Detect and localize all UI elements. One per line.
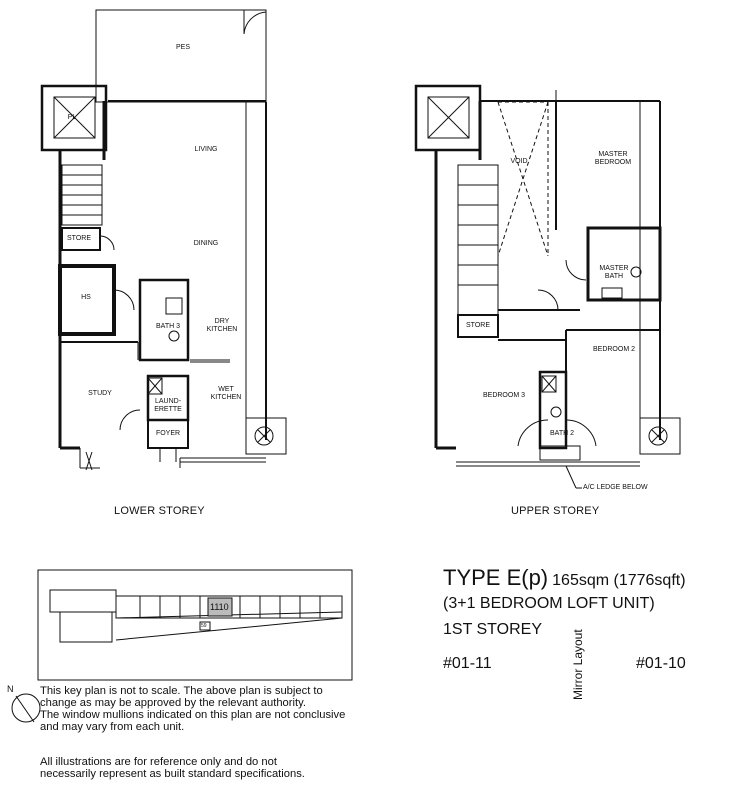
room-label-bath3: BATH 3 bbox=[156, 323, 180, 330]
upper-storey-caption: UPPER STOREY bbox=[511, 505, 600, 517]
upper-storey-plan bbox=[416, 86, 680, 488]
room-label-bedroom2: BEDROOM 2 bbox=[592, 346, 635, 353]
room-label-wet-kitchen: WET KITCHEN bbox=[210, 386, 242, 401]
room-label-dining: DINING bbox=[193, 240, 219, 247]
room-label-bedroom3: BEDROOM 3 bbox=[482, 392, 525, 399]
unit-type: TYPE E(p) bbox=[443, 565, 549, 590]
illustration-note: All illustrations are for reference only and do not necessarily represent as built standard specifications. bbox=[40, 756, 305, 780]
room-label-store: STORE bbox=[67, 235, 91, 242]
key-plan bbox=[38, 570, 352, 680]
room-label-living: LIVING bbox=[194, 146, 218, 153]
unit-description: (3+1 BEDROOM LOFT UNIT) bbox=[443, 595, 655, 612]
room-label-pes: PES bbox=[175, 44, 190, 51]
room-label-void: VOID bbox=[510, 158, 528, 165]
unit-number-left: #01-11 bbox=[443, 655, 492, 672]
north-label: N bbox=[7, 684, 14, 694]
unit-type-heading bbox=[443, 565, 686, 591]
unit-storey: 1ST STOREY bbox=[443, 621, 542, 638]
unit-area: 165sqm (1776sqft) bbox=[552, 572, 686, 589]
north-arrow-icon bbox=[12, 694, 40, 722]
room-label-master-bedroom: MASTER BEDROOM bbox=[594, 151, 632, 166]
disclaimer-note: This key plan is not to scale. The above plan is subject to change as may be approved by the relevant authority. The window mullions indicated on this plan are not conclusive and may vary from each unit. bbox=[40, 685, 346, 733]
room-label-launderette: LAUND- ERETTE bbox=[154, 398, 182, 413]
room-label-bath2: BATH 2 bbox=[550, 430, 574, 437]
room-label-hs: HS bbox=[81, 294, 91, 301]
mirror-layout-label: Mirror Layout bbox=[571, 629, 585, 700]
unit-number-right: #01-10 bbox=[636, 655, 686, 672]
room-label-pl: PL bbox=[67, 114, 77, 121]
room-label-master-bath: MASTER BATH bbox=[599, 265, 629, 280]
keyplan-unit-highlight: 1110 bbox=[210, 602, 229, 612]
room-label-dry-kitchen: DRY KITCHEN bbox=[206, 318, 238, 333]
room-label-store-upper: STORE bbox=[466, 322, 490, 329]
keyplan-small-label: 59 bbox=[201, 623, 207, 629]
room-label-foyer: FOYER bbox=[155, 430, 181, 437]
ac-ledge-label: A/C LEDGE BELOW bbox=[583, 484, 648, 491]
lower-storey-caption: LOWER STOREY bbox=[114, 505, 205, 517]
room-label-study: STUDY bbox=[88, 390, 112, 397]
